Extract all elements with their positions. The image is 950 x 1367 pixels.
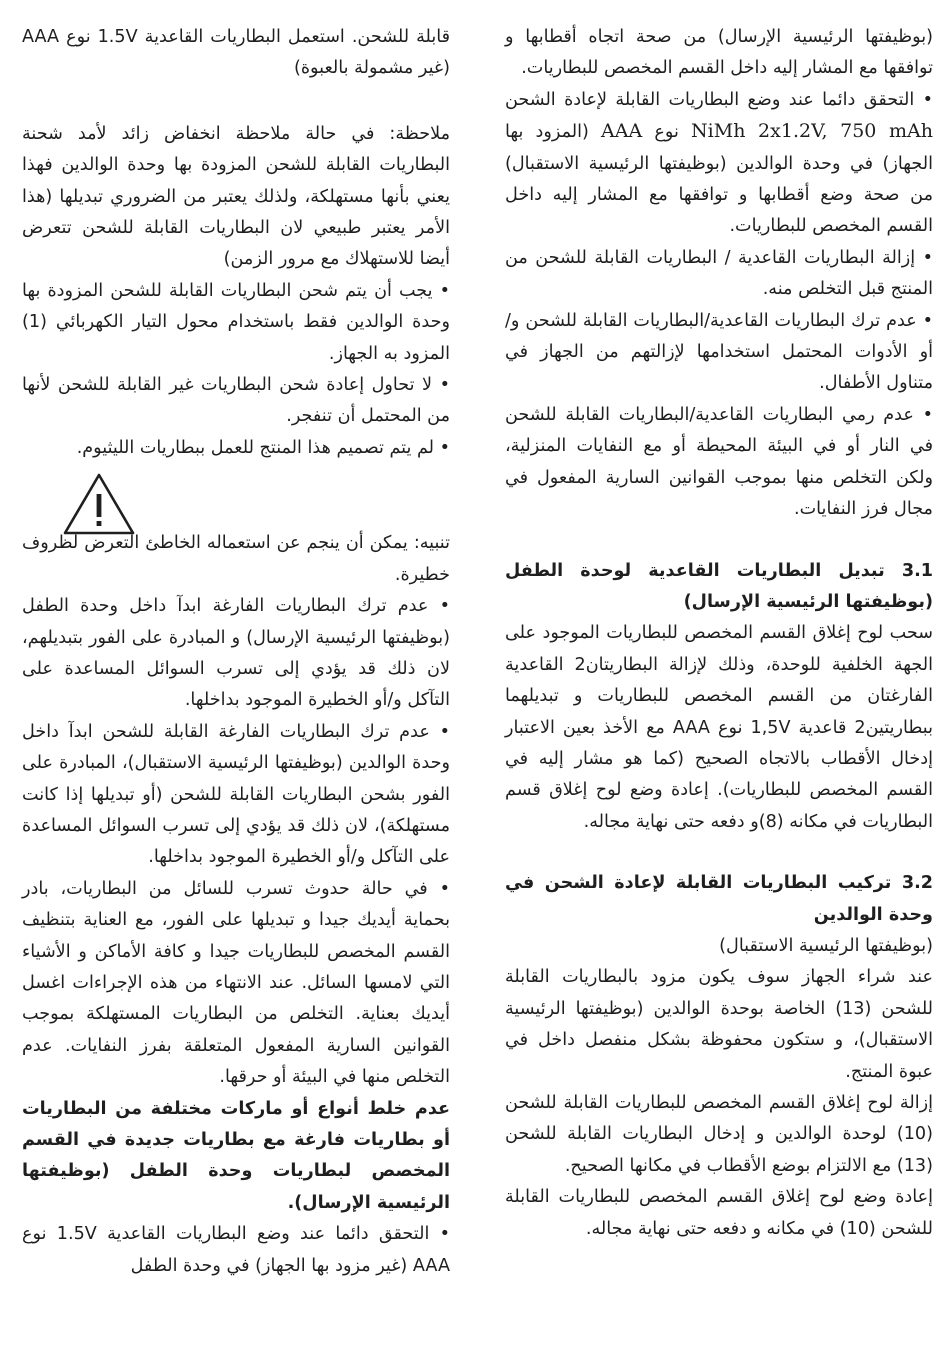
right-column [505,22,933,1245]
bullet-no-recharge: • لا تحاول إعادة شحن البطاريات غير القابلة للشحن لأنها من المحتمل أن تنفجر. [22,375,450,427]
paragraph: عند شراء الجهاز سوف يكون مزود بالبطاريات القابلة للشحن (13) الخاصة بوحدة الوالدين (بوظيفتها الرئيسية الاستقبال)، و ستكون محفوظة بشكل منفصل داخل في عبوة المنتج. [505,967,934,1082]
bullet-lithium: • لم يتم تصميم هذا المنتج للعمل ببطاريات الليثيوم. [76,437,450,458]
note-paragraph: ملاحظة: في حالة ملاحظة انخفاض زائد لأمد شحنة البطاريات القابلة للشحن المزودة بها وحدة الوالدين فهذا يعني بأنها مستهلكة، ولذلك يعتبر من الضروري تبديلها (هذا الأمر يعتبر طبيعي لان البطاريات القابلة للشحن تتعرض أيضا للاستهلاك مع مرور الزمن) [22,123,450,270]
bullet-check-alkaline: • التحقق دائما عند وضع البطاريات القاعدية 1.5V نوع AAA (غير مزود بها الجهاز) في وحدة الطفل [22,1224,451,1276]
bullet-leak: • في حالة حدوث تسرب للسائل من البطاريات، بادر بحماية أيديك جيدا و تبديلها على الفور، مع العناية بتنظيف القسم المخصص للبطاريات جيدا و كافة الأماكن و الأشياء التي لامسها السائل. عند الانتهاء من هذه الإجراءات اغسل أيديك بعناية. التخلص من البطاريات المستهلكة بموجب القوانين السارية المفعول المتعلقة بفرز النفايات. عدم التخلص منها في البيئة أو حرقها. [22,878,450,1088]
section-heading-3-2: 3.2 تركيب البطاريات القابلة لإعادة الشحن في وحدة الوالدين [505,873,933,925]
bullet-charging: • يجب أن يتم شحن البطاريات القابلة للشحن المزودة بها وحدة الوالدين فقط باستخدام محول التيار الكهربائي (1) المزود به الجهاز. [22,280,450,364]
bullet-check-rechargeable [505,85,933,243]
paragraph: (بوظيفتها الرئيسية الإرسال) من صحة اتجاه أقطابها و توافقها مع المشار إليه داخل القسم المخصص للبطاريات. [505,27,933,79]
bullet-text: نوع [654,122,679,143]
battery-spec: NiMh 2x1.2V, 750 mAh [691,120,933,143]
warning-triangle-icon [62,472,136,536]
section-heading-3-1: 3.1 تبديل البطاريات القاعدية لوحدة الطفل (بوظيفتها الرئيسية الإرسال) [505,560,933,612]
bullet-children: • عدم ترك البطاريات القاعدية/البطاريات القابلة للشحن و/أو الأدوات المحتمل استخدامها لإزالتهم من الجهاز في متناول الأطفال. [505,310,933,394]
bullet-text: • التحقق دائما عند وضع البطاريات القابلة لإعادة الشحن [505,89,933,110]
warning-block [22,528,450,591]
section-subheading: (بوظيفتها الرئيسية الاستقبال) [719,935,933,956]
bullet-disposal: • عدم رمي البطاريات القاعدية/البطاريات القابلة للشحن في النار أو في البيئة المحيطة أو مع النفايات المنزلية، ولكن التخلص منها بموجب القوانين السارية المفعول في مجال فرز النفايات. [505,404,933,520]
bold-warning: عدم خلط أنواع أو ماركات مختلفة من البطاريات أو بطاريات فارغة مع بطاريات جديدة في القسم المخصص لبطاريات وحدة الطفل (بوظيفتها الرئيسية الإرسال). [22,1098,450,1213]
paragraph: إزالة لوح إغلاق القسم المخصص للبطاريات القابلة للشحن (10) لوحدة الوالدين و إدخال البطاريات القابلة للشحن (13) مع الالتزام بوضع الأقطاب في مكانها الصحيح. [505,1093,933,1176]
paragraph: قابلة للشحن. استعمل البطاريات القاعدية 1.5V نوع AAA (غير مشمولة بالعبوة) [22,27,450,79]
bullet-remove-batteries: • إزالة البطاريات القاعدية / البطاريات القابلة للشحن من المنتج قبل التخلص منه. [505,247,933,300]
bullet-text: (المزود بها الجهاز) في وحدة الوالدين (بوظيفتها الرئيسية الاستقبال) من صحة وضع أقطابها و توافقها مع المشار إليه داخل القسم المخصص للبطاريات. [505,122,933,237]
bullet-empty-parent: • عدم ترك البطاريات الفارغة القابلة للشحن ابدآ داخل وحدة الوالدين (بوظيفتها الرئيسية الاستقبال)، المبادرة على الفور بشحن البطاريات القابلة للشحن (أو تبديلها إذا كانت مستهلكة)، لان ذلك قد يؤدي إلى تسرب السوائل المساعدة على التآكل و/أو الخطيرة الموجود بداخلها. [22,721,450,868]
warning-text: تنبيه: يمكن أن ينجم عن استعماله الخاطئ التعرض لظروف خطيرة. [22,533,450,585]
paragraph: سحب لوح إغلاق القسم المخصص للبطاريات الموجود على الجهة الخلفية للوحدة، وذلك لإزالة البطاريتان2 القاعدية الفارغتان من القسم المخصص للبطاريات و تبديلهما ببطاريتين2 قاعدية 1,5V نوع AAA مع الأخذ بعين الاعتبار إدخال الأقطاب بالاتجاه الصحيح (كما هو مشار إليه في القسم المخصص للبطاريات). إعادة وضع لوح إغلاق قسم البطاريات في مكانه (8)و دفعه حتى نهاية مجاله. [505,623,933,832]
left-column [22,22,450,1282]
paragraph: إعادة وضع لوح إغلاق القسم المخصص للبطاريات القابلة للشحن (10) في مكانه و دفعه حتى نهاية مجاله. [505,1187,933,1239]
battery-type: AAA [601,120,643,143]
bullet-empty-child: • عدم ترك البطاريات الفارغة ابدآ داخل وحدة الطفل (بوظيفتها الرئيسية الإرسال) و المبادرة على الفور بتبديلهم، لان ذلك قد يؤدي إلى تسرب السوائل المساعدة على التآكل و/أو الخطيرة الموجود بداخلها. [22,596,450,711]
